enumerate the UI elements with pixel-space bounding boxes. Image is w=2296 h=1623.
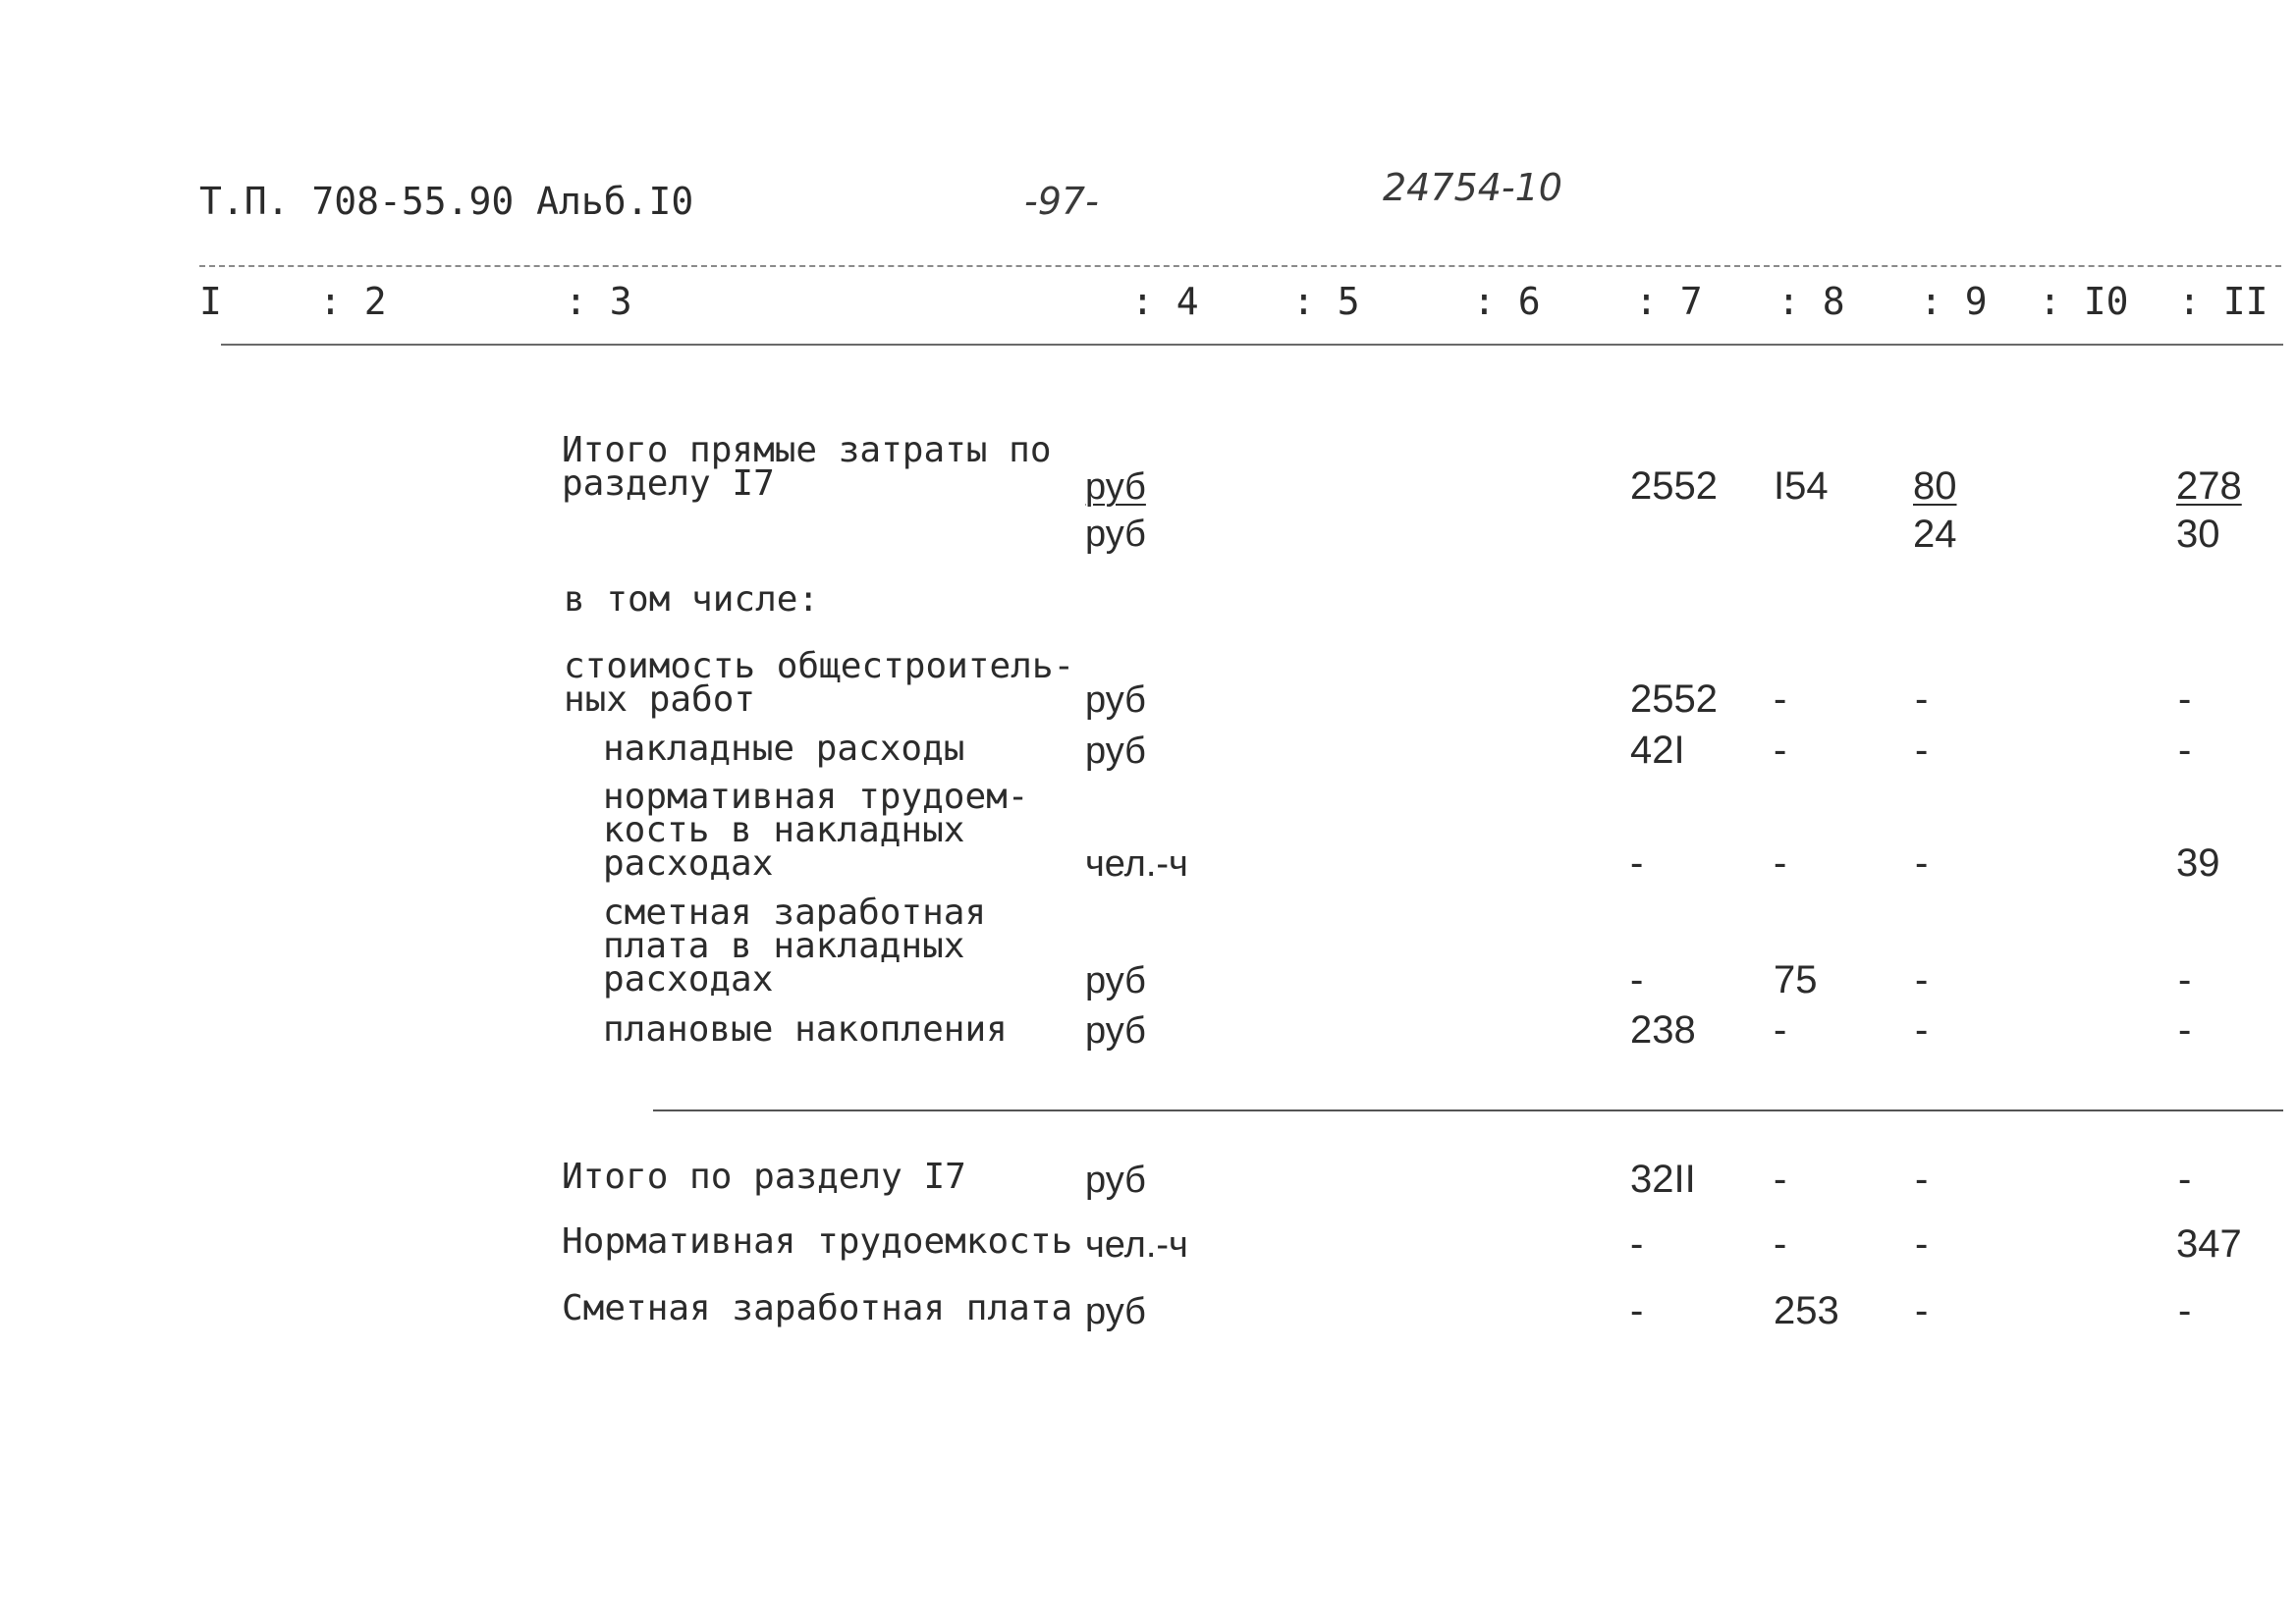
column-10-number: : I0 (2039, 280, 2129, 323)
row-overhead-unit: руб (1085, 730, 1146, 772)
column-7-number: : 7 (1635, 280, 1703, 323)
row-direct-costs-col9: 80 (1913, 464, 1957, 508)
page-number: -97- (1024, 180, 1099, 223)
row-overhead-wages-col11: - (2178, 958, 2192, 1001)
row-overhead-col9: - (1915, 729, 1929, 772)
row-wages-unit: руб (1085, 1291, 1146, 1332)
column-1-number: I (199, 280, 222, 323)
row-direct-costs-col9-2: 24 (1913, 513, 1957, 556)
row-overhead-wages-label: сметная заработная плата в накладных расходах (603, 893, 987, 1000)
row-overhead-labor-col8: - (1774, 841, 1787, 885)
row-planned-savings-col7: 238 (1630, 1008, 1696, 1052)
row-direct-costs-col11: 278 (2176, 464, 2242, 508)
row-overhead-wages-col9: - (1915, 958, 1929, 1001)
row-direct-costs-unit-2: руб (1085, 514, 1146, 555)
column-9-number: : 9 (1920, 280, 1988, 323)
row-overhead-wages-col8: 75 (1774, 958, 1818, 1001)
row-wages-col7: - (1630, 1289, 1644, 1332)
row-overhead-labor-label: нормативная трудоем- кость в накладных расходах (603, 777, 1029, 884)
row-planned-savings-col9: - (1915, 1008, 1929, 1052)
row-wages-col11: - (2178, 1289, 2192, 1332)
row-labor-col7: - (1630, 1222, 1644, 1266)
handwritten-stamp: 24754-10 (1383, 166, 1562, 209)
row-overhead-labor-unit: чел.-ч (1085, 843, 1188, 885)
row-construction-cost-label: стоимость общестроитель- ных работ (564, 646, 1075, 720)
column-11-number: : II (2178, 280, 2269, 323)
row-planned-savings-label: плановые накопления (603, 1009, 1008, 1050)
row-wages-col8: 253 (1774, 1289, 1839, 1332)
row-direct-costs-col7: 2552 (1630, 464, 1718, 508)
row-construction-cost-col11: - (2178, 677, 2192, 721)
row-labor-col8: - (1774, 1222, 1787, 1266)
row-planned-savings-col11: - (2178, 1008, 2192, 1052)
row-section-total-col7: 32II (1630, 1158, 1696, 1201)
row-construction-cost-col7: 2552 (1630, 677, 1718, 721)
row-labor-col9: - (1915, 1222, 1929, 1266)
row-section-total-unit: руб (1085, 1160, 1146, 1201)
row-labor-label: Нормативная трудоемкость (562, 1221, 1073, 1262)
row-overhead-wages-col7: - (1630, 958, 1644, 1001)
header-bottom-rule (221, 344, 2283, 346)
row-overhead-labor-col7: - (1630, 841, 1644, 885)
row-labor-col11: 347 (2176, 1222, 2242, 1266)
row-labor-unit: чел.-ч (1085, 1224, 1188, 1266)
row-planned-savings-unit: руб (1085, 1010, 1146, 1052)
row-construction-cost-unit: руб (1085, 679, 1146, 721)
row-section-total-label: Итого по разделу I7 (562, 1157, 966, 1197)
row-planned-savings-col8: - (1774, 1008, 1787, 1052)
row-direct-costs-col8: I54 (1774, 464, 1829, 508)
row-construction-cost-col8: - (1774, 677, 1787, 721)
row-direct-costs-unit: руб (1085, 466, 1146, 508)
column-8-number: : 8 (1777, 280, 1845, 323)
row-overhead-label: накладные расходы (603, 729, 965, 769)
row-construction-cost-col9: - (1915, 677, 1929, 721)
row-overhead-wages-unit: руб (1085, 960, 1146, 1001)
column-5-number: : 5 (1292, 280, 1360, 323)
row-direct-costs-label: Итого прямые затраты по разделу I7 (562, 430, 1052, 504)
document-code: Т.П. 708-55.90 Альб.I0 (199, 180, 694, 223)
section-separator-rule (653, 1109, 2283, 1111)
row-wages-label: Сметная заработная плата (562, 1288, 1073, 1328)
row-section-total-col8: - (1774, 1158, 1787, 1201)
row-direct-costs-col11-2: 30 (2176, 513, 2220, 556)
row-overhead-labor-col11: 39 (2176, 841, 2220, 885)
column-2-number: : 2 (319, 280, 387, 323)
column-4-number: : 4 (1131, 280, 1199, 323)
row-section-total-col9: - (1915, 1158, 1929, 1201)
including-label: в том числе: (564, 579, 820, 620)
row-overhead-col11: - (2178, 729, 2192, 772)
row-section-total-col11: - (2178, 1158, 2192, 1201)
column-3-number: : 3 (565, 280, 632, 323)
row-wages-col9: - (1915, 1289, 1929, 1332)
row-overhead-col7: 42I (1630, 729, 1685, 772)
row-overhead-labor-col9: - (1915, 841, 1929, 885)
column-6-number: : 6 (1473, 280, 1541, 323)
header-top-rule (199, 265, 2281, 267)
row-overhead-col8: - (1774, 729, 1787, 772)
